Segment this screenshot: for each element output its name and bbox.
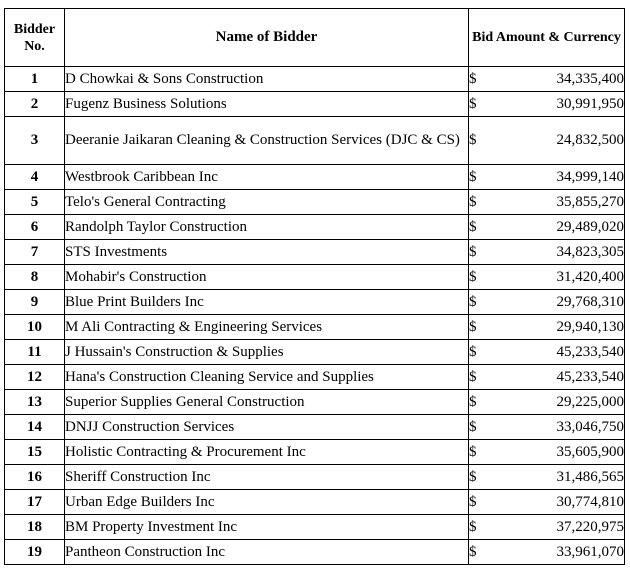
bidder-number: 12 — [5, 365, 65, 390]
table-row — [5, 190, 625, 215]
bidder-name: Pantheon Construction Inc — [65, 540, 469, 565]
bidder-number: 16 — [5, 465, 65, 490]
currency-symbol: $ — [469, 70, 477, 87]
header-bid-amount: Bid Amount & Currency — [469, 9, 625, 67]
bid-amount-value: 35,855,270 — [556, 193, 624, 210]
bidder-name: J Hussain's Construction & Supplies — [65, 340, 469, 365]
bid-amount-cell — [469, 240, 625, 265]
bidder-number: 4 — [5, 165, 65, 190]
bid-amount-cell — [469, 117, 625, 165]
bidder-number: 1 — [5, 67, 65, 92]
bidder-number: 7 — [5, 240, 65, 265]
table-row — [5, 490, 625, 515]
bid-amount-cell — [469, 92, 625, 117]
currency-symbol: $ — [469, 243, 477, 260]
bid-amount-value: 29,225,000 — [556, 393, 624, 410]
header-bidder-name: Name of Bidder — [65, 9, 469, 67]
bid-amount-cell — [469, 340, 625, 365]
table-row — [5, 415, 625, 440]
bid-amount-cell — [469, 415, 625, 440]
currency-symbol: $ — [469, 218, 477, 235]
bidder-number: 14 — [5, 415, 65, 440]
table-row — [5, 290, 625, 315]
bidder-name: Holistic Contracting & Procurement Inc — [65, 440, 469, 465]
bidder-number: 8 — [5, 265, 65, 290]
bidder-number: 11 — [5, 340, 65, 365]
bidder-number: 10 — [5, 315, 65, 340]
bid-amount-cell — [469, 190, 625, 215]
bid-amount-value: 34,823,305 — [556, 243, 624, 260]
table-row — [5, 515, 625, 540]
bidder-number: 6 — [5, 215, 65, 240]
bid-amount-value: 29,940,130 — [556, 318, 624, 335]
bidder-number: 3 — [5, 117, 65, 165]
bid-amount-value: 31,486,565 — [556, 468, 624, 485]
bid-amount-cell — [469, 365, 625, 390]
bid-amount-cell — [469, 390, 625, 415]
bid-amount-value: 35,605,900 — [556, 443, 624, 460]
bid-amount-value: 31,420,400 — [556, 268, 624, 285]
currency-symbol: $ — [469, 518, 477, 535]
table-row — [5, 390, 625, 415]
bidder-name: Sheriff Construction Inc — [65, 465, 469, 490]
bidder-name: Urban Edge Builders Inc — [65, 490, 469, 515]
table-row — [5, 67, 625, 92]
bidder-name: Blue Print Builders Inc — [65, 290, 469, 315]
bid-amount-cell — [469, 165, 625, 190]
bid-amount-cell — [469, 540, 625, 565]
currency-symbol: $ — [469, 268, 477, 285]
bid-amount-cell — [469, 315, 625, 340]
currency-symbol: $ — [469, 543, 477, 560]
currency-symbol: $ — [469, 418, 477, 435]
bidder-number: 15 — [5, 440, 65, 465]
currency-symbol: $ — [469, 443, 477, 460]
bidder-name: Mohabir's Construction — [65, 265, 469, 290]
bid-amount-value: 34,999,140 — [556, 168, 624, 185]
bidder-name: Telo's General Contracting — [65, 190, 469, 215]
bidder-name: Hana's Construction Cleaning Service and Supplies — [65, 365, 469, 390]
currency-symbol: $ — [469, 393, 477, 410]
bidder-name: Superior Supplies General Construction — [65, 390, 469, 415]
bidder-number: 19 — [5, 540, 65, 565]
bid-amount-cell — [469, 67, 625, 92]
table-body — [5, 67, 625, 565]
bid-amount-value: 24,832,500 — [556, 132, 624, 148]
bid-amount-cell — [469, 440, 625, 465]
currency-symbol: $ — [469, 368, 477, 385]
table-row — [5, 92, 625, 117]
bidder-name: Westbrook Caribbean Inc — [65, 165, 469, 190]
bidder-name: Fugenz Business Solutions — [65, 92, 469, 117]
bidder-number: 5 — [5, 190, 65, 215]
bid-amount-cell — [469, 465, 625, 490]
table-row — [5, 265, 625, 290]
currency-symbol: $ — [469, 343, 477, 360]
currency-symbol: $ — [469, 168, 477, 185]
bid-amount-cell — [469, 515, 625, 540]
currency-symbol: $ — [469, 293, 477, 310]
bid-amount-value: 45,233,540 — [556, 343, 624, 360]
bidder-name: DNJJ Construction Services — [65, 415, 469, 440]
table-row — [5, 165, 625, 190]
bidder-name: Deeranie Jaikaran Cleaning & Construction Services (DJC & CS) — [65, 117, 469, 165]
currency-symbol: $ — [469, 318, 477, 335]
currency-symbol: $ — [469, 493, 477, 510]
table-row — [5, 365, 625, 390]
bid-amount-value: 34,335,400 — [556, 70, 624, 87]
currency-symbol: $ — [469, 95, 477, 112]
bid-amount-value: 30,774,810 — [556, 493, 624, 510]
bidder-name: D Chowkai & Sons Construction — [65, 67, 469, 92]
bidder-name: BM Property Investment Inc — [65, 515, 469, 540]
currency-symbol: $ — [469, 132, 477, 148]
table-header-row — [5, 9, 625, 67]
bid-amount-value: 37,220,975 — [556, 518, 624, 535]
bidder-name: Randolph Taylor Construction — [65, 215, 469, 240]
bidder-number: 18 — [5, 515, 65, 540]
table-row — [5, 215, 625, 240]
bid-amount-value: 33,961,070 — [556, 543, 624, 560]
table-row — [5, 540, 625, 565]
bid-amount-value: 33,046,750 — [556, 418, 624, 435]
bid-amount-value: 29,489,020 — [556, 218, 624, 235]
table-row — [5, 117, 625, 165]
bid-amount-cell — [469, 215, 625, 240]
bid-amount-cell — [469, 265, 625, 290]
currency-symbol: $ — [469, 193, 477, 210]
table-row — [5, 315, 625, 340]
table-row — [5, 240, 625, 265]
bidder-number: 2 — [5, 92, 65, 117]
bid-amount-cell — [469, 490, 625, 515]
bid-amount-value: 29,768,310 — [556, 293, 624, 310]
bidder-number: 13 — [5, 390, 65, 415]
bidder-name: M Ali Contracting & Engineering Services — [65, 315, 469, 340]
bid-amount-cell — [469, 290, 625, 315]
bidder-number: 9 — [5, 290, 65, 315]
header-bidder-no: Bidder No. — [5, 9, 65, 67]
bidder-number: 17 — [5, 490, 65, 515]
bid-amount-value: 45,233,540 — [556, 368, 624, 385]
table-row — [5, 440, 625, 465]
table-row — [5, 340, 625, 365]
bidders-table — [4, 8, 625, 565]
bid-amount-value: 30,991,950 — [556, 95, 624, 112]
bidder-name: STS Investments — [65, 240, 469, 265]
table-row — [5, 465, 625, 490]
currency-symbol: $ — [469, 468, 477, 485]
